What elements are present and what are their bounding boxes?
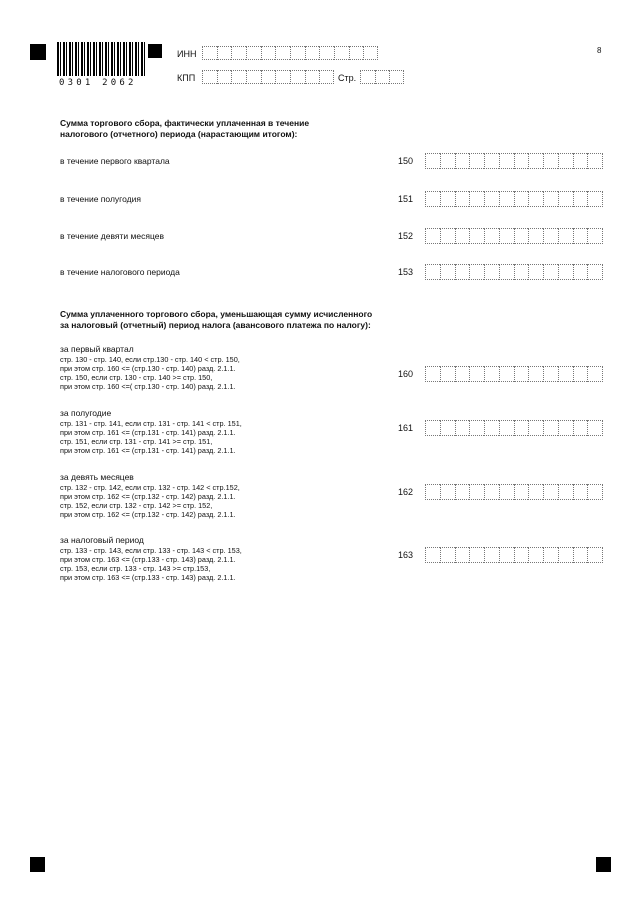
block-161-description: [60, 408, 380, 456]
row-152-code: 152: [398, 231, 414, 241]
barcode-number: 0301 2062: [59, 78, 137, 88]
registration-marker-bottom-left: [30, 857, 45, 872]
block-160-line: при этом стр. 160 <=( стр.130 - стр. 140) разд. 2.1.1.: [60, 382, 236, 392]
block-162-line: стр. 152, если стр. 132 - стр. 142 >= стр. 152,: [60, 501, 213, 511]
block-161-line: стр. 151, если стр. 131 - стр. 141 >= стр. 151,: [60, 437, 213, 447]
row-160-code: 160: [398, 369, 414, 379]
row-151-field[interactable]: [425, 191, 603, 207]
row-153-field[interactable]: [425, 264, 603, 280]
row-151-code: 151: [398, 194, 414, 204]
kpp-field[interactable]: [202, 70, 334, 84]
registration-marker-top-right: [148, 44, 162, 58]
block-161-title: за полугодие: [60, 408, 112, 418]
row-150-field[interactable]: [425, 153, 603, 169]
page-number-field[interactable]: [360, 70, 404, 84]
row-161-field[interactable]: [425, 420, 603, 436]
kpp-label: КПП: [177, 73, 196, 83]
row-163-code: 163: [398, 550, 414, 560]
block-162-line: при этом стр. 162 <= (стр.132 - стр. 142) разд. 2.1.1.: [60, 510, 236, 520]
block-160-line: стр. 130 - стр. 140, если стр.130 - стр. 140 < стр. 150,: [60, 354, 240, 364]
page-label: Стр.: [338, 73, 357, 83]
row-161-code: 161: [398, 423, 414, 433]
inn-label: ИНН: [177, 49, 197, 59]
row-152-label: в течение девяти месяцев: [60, 231, 164, 241]
row-150-label: в течение первого квартала: [60, 156, 170, 166]
block-160-line: стр. 150, если стр. 130 - стр. 140 >= стр. 150,: [60, 373, 213, 383]
row-153-label: в течение налогового периода: [60, 267, 180, 277]
row-163-field[interactable]: [425, 547, 603, 563]
inn-field[interactable]: [202, 46, 378, 60]
registration-marker-top-left: [30, 44, 46, 60]
row-162-code: 162: [398, 487, 414, 497]
block-163-title: за налоговый период: [60, 535, 144, 545]
block-163-description: [60, 535, 380, 583]
block-163-line: при этом стр. 163 <= (стр.133 - стр. 143) разд. 2.1.1.: [60, 573, 236, 583]
block-162-line: стр. 132 - стр. 142, если стр. 132 - стр. 142 < стр.152,: [60, 482, 240, 492]
block-162-line: при этом стр. 162 <= (стр.132 - стр. 142) разд. 2.1.1.: [60, 491, 236, 501]
block-160-line: при этом стр. 160 <= (стр.130 - стр. 140) разд. 2.1.1.: [60, 363, 236, 373]
block-163-line: при этом стр. 163 <= (стр.133 - стр. 143) разд. 2.1.1.: [60, 554, 236, 564]
block-161-line: стр. 131 - стр. 141, если стр. 131 - стр. 141 < стр. 151,: [60, 418, 242, 428]
block-161-line: при этом стр. 161 <= (стр.131 - стр. 141) разд. 2.1.1.: [60, 427, 236, 437]
row-150-code: 150: [398, 156, 414, 166]
registration-marker-bottom-right: [596, 857, 611, 872]
block-162-title: за девять месяцев: [60, 472, 134, 482]
block-160-description: [60, 344, 380, 392]
corner-page-number: 8: [597, 46, 602, 55]
row-151-label: в течение полугодия: [60, 194, 141, 204]
row-162-field[interactable]: [425, 484, 603, 500]
section1-heading: Сумма торгового сбора, фактически уплаченная в течение налогового (отчетного) периода (нарастающим итогом):: [60, 118, 310, 139]
block-163-line: стр. 153, если стр. 133 - стр. 143 >= стр.153,: [60, 564, 211, 574]
row-152-field[interactable]: [425, 228, 603, 244]
barcode: [57, 42, 145, 76]
row-160-field[interactable]: [425, 366, 603, 382]
block-162-description: [60, 472, 380, 520]
block-160-title: за первый квартал: [60, 344, 134, 354]
block-163-line: стр. 133 - стр. 143, если стр. 133 - стр. 143 < стр. 153,: [60, 545, 242, 555]
row-153-code: 153: [398, 267, 414, 277]
section2-heading: Сумма уплаченного торгового сбора, уменьшающая сумму исчисленного за налоговый (отчетный) период налога (авансового платежа по налогу):: [60, 309, 373, 330]
block-161-line: при этом стр. 161 <= (стр.131 - стр. 141) разд. 2.1.1.: [60, 446, 236, 456]
